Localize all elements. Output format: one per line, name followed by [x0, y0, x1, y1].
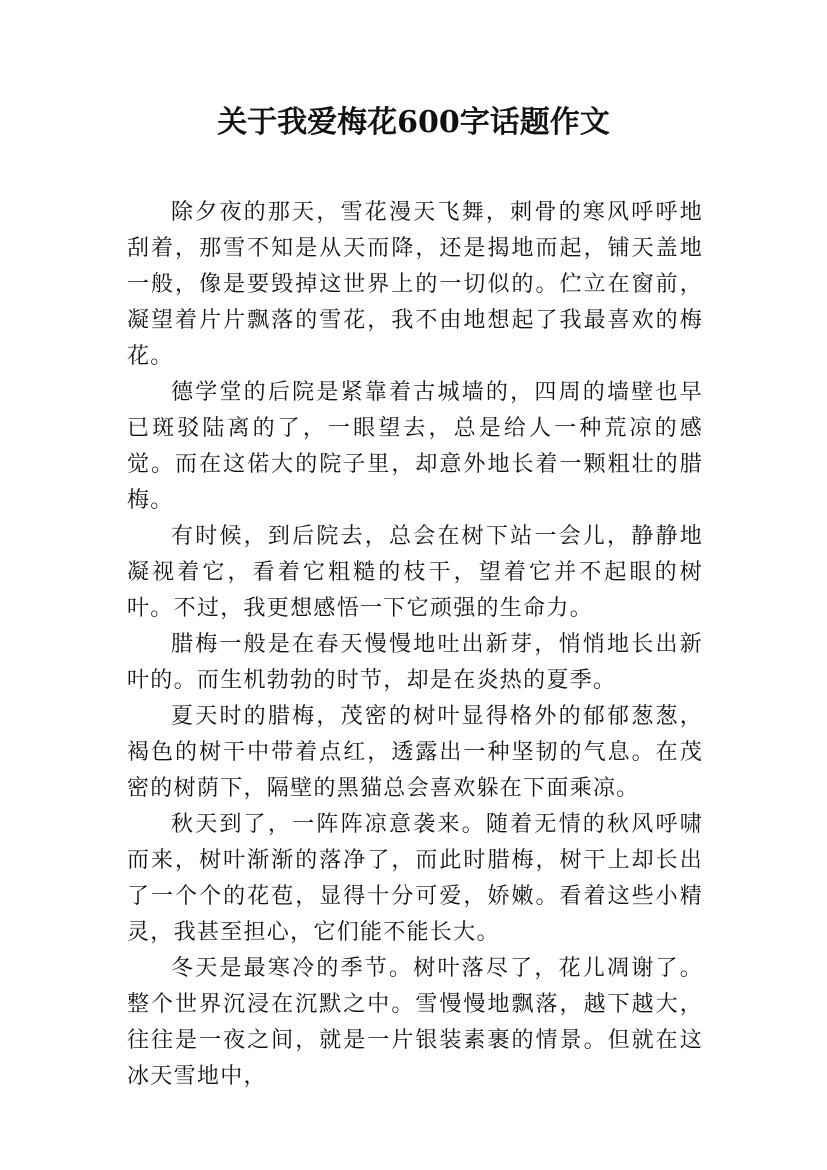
paragraph-3: 有时候，到后院去，总会在树下站一会儿，静静地凝视着它，看着它粗糙的枝干，望着它并不起眼的树叶。不过，我更想感悟一下它顽强的生命力。	[127, 524, 703, 621]
paragraph-6: 秋天到了，一阵阵凉意袭来。随着无情的秋风呼啸而来，树叶渐渐的落净了，而此时腊梅，树干上却长出了一个个的花苞，显得十分可爱，娇嫩。看着这些小精灵，我甚至担心，它们能不能长大。	[127, 812, 703, 945]
paragraph-7: 冬天是最寒冷的季节。树叶落尽了，花儿凋谢了。整个世界沉浸在沉默之中。雪慢慢地飘落，越下越大，往往是一夜之间，就是一片银装素裹的情景。但就在这冰天雪地中，	[127, 956, 703, 1089]
document-body	[127, 195, 703, 1095]
paragraph-4: 腊梅一般是在春天慢慢地吐出新芽，悄悄地长出新叶的。而生机勃勃的时节，却是在炎热的夏季。	[127, 632, 703, 693]
paragraph-2: 德学堂的后院是紧靠着古城墙的，四周的墙壁也早已斑驳陆离的了，一眼望去，总是给人一种荒凉的感觉。而在这偌大的院子里，却意外地长着一颗粗壮的腊梅。	[127, 380, 703, 513]
document-title: 关于我爱梅花600字话题作文	[217, 105, 610, 140]
paragraph-5: 夏天时的腊梅，茂密的树叶显得格外的郁郁葱葱，褐色的树干中带着点红，透露出一种坚韧的气息。在茂密的树荫下，隔壁的黑猫总会喜欢躲在下面乘凉。	[127, 704, 703, 801]
paragraph-1: 除夕夜的那天，雪花漫天飞舞，刺骨的寒风呼呼地刮着，那雪不知是从天而降，还是揭地而起，铺天盖地一般，像是要毁掉这世界上的一切似的。伫立在窗前，凝望着片片飘落的雪花，我不由地想起了我最喜欢的梅花。	[127, 200, 703, 369]
